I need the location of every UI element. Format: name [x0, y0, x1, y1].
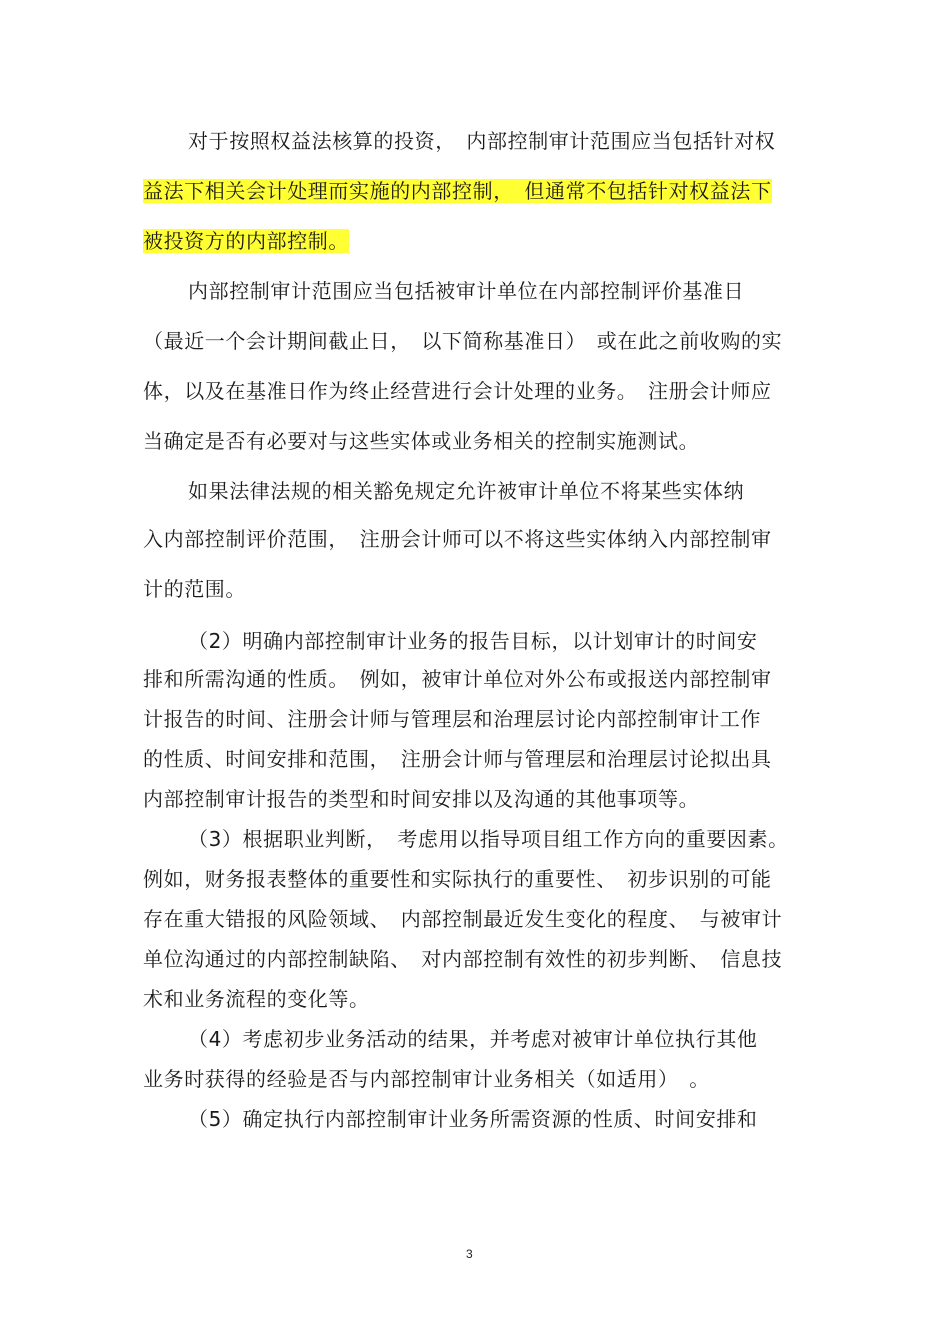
- paragraph-4-line-4: 的性质、时间安排和范围， 注册会计师与管理层和治理层讨论拟出具: [143, 747, 772, 771]
- paragraph-1-line-3: [143, 229, 349, 253]
- highlighted-text: 益法下相关会计处理而实施的内部控制， 但通常不包括针对权益法下: [143, 179, 772, 203]
- paragraph-5-line-3: 存在重大错报的风险领域、 内部控制最近发生变化的程度、 与被审计: [143, 907, 783, 931]
- paragraph-2-line-3: 体，以及在基准日作为终止经营进行会计处理的业务。 注册会计师应: [143, 379, 772, 403]
- paragraph-2-line-4: 当确定是否有必要对与这些实体或业务相关的控制实施测试。: [143, 429, 700, 453]
- paragraph-5-line-2: 例如，财务报表整体的重要性和实际执行的重要性、 初步识别的可能: [143, 867, 772, 891]
- highlighted-text: 被投资方的内部控制。: [143, 229, 349, 253]
- paragraph-4-line-2: 排和所需沟通的性质。 例如，被审计单位对外公布或报送内部控制审: [143, 667, 772, 691]
- paragraph-4-line-1: （2）明确内部控制审计业务的报告目标，以计划审计的时间安: [188, 629, 758, 653]
- paragraph-5-line-4: 单位沟通过的内部控制缺陷、 对内部控制有效性的初步判断、 信息技: [143, 947, 783, 971]
- paragraph-2-line-2: （最近一个会计期间截止日， 以下简称基准日） 或在此之前收购的实: [143, 329, 783, 353]
- paragraph-5-line-1: （3）根据职业判断， 考虑用以指导项目组工作方向的重要因素。: [188, 827, 789, 851]
- paragraph-3-line-2: 入内部控制评价范围， 注册会计师可以不将这些实体纳入内部控制审: [143, 527, 772, 551]
- paragraph-6-line-2: 业务时获得的经验是否与内部控制审计业务相关（如适用） 。: [143, 1067, 710, 1091]
- page-number: 3: [466, 1247, 473, 1261]
- paragraph-7-line-1: （5）确定执行内部控制审计业务所需资源的性质、时间安排和: [188, 1107, 758, 1131]
- paragraph-6-line-1: （4）考虑初步业务活动的结果，并考虑对被审计单位执行其他: [188, 1027, 758, 1051]
- paragraph-1-line-2: [143, 179, 772, 203]
- paragraph-4-line-3: 计报告的时间、注册会计师与管理层和治理层讨论内部控制审计工作: [143, 707, 761, 731]
- paragraph-3-line-3: 计的范围。: [143, 577, 246, 601]
- paragraph-2-line-1: 内部控制审计范围应当包括被审计单位在内部控制评价基准日: [188, 279, 745, 303]
- paragraph-4-line-5: 内部控制审计报告的类型和时间安排以及沟通的其他事项等。: [143, 787, 700, 811]
- paragraph-1-line-1: 对于按照权益法核算的投资， 内部控制审计范围应当包括针对权: [188, 129, 776, 153]
- paragraph-3-line-1: 如果法律法规的相关豁免规定允许被审计单位不将某些实体纳: [188, 479, 745, 503]
- paragraph-5-line-5: 术和业务流程的变化等。: [143, 987, 370, 1011]
